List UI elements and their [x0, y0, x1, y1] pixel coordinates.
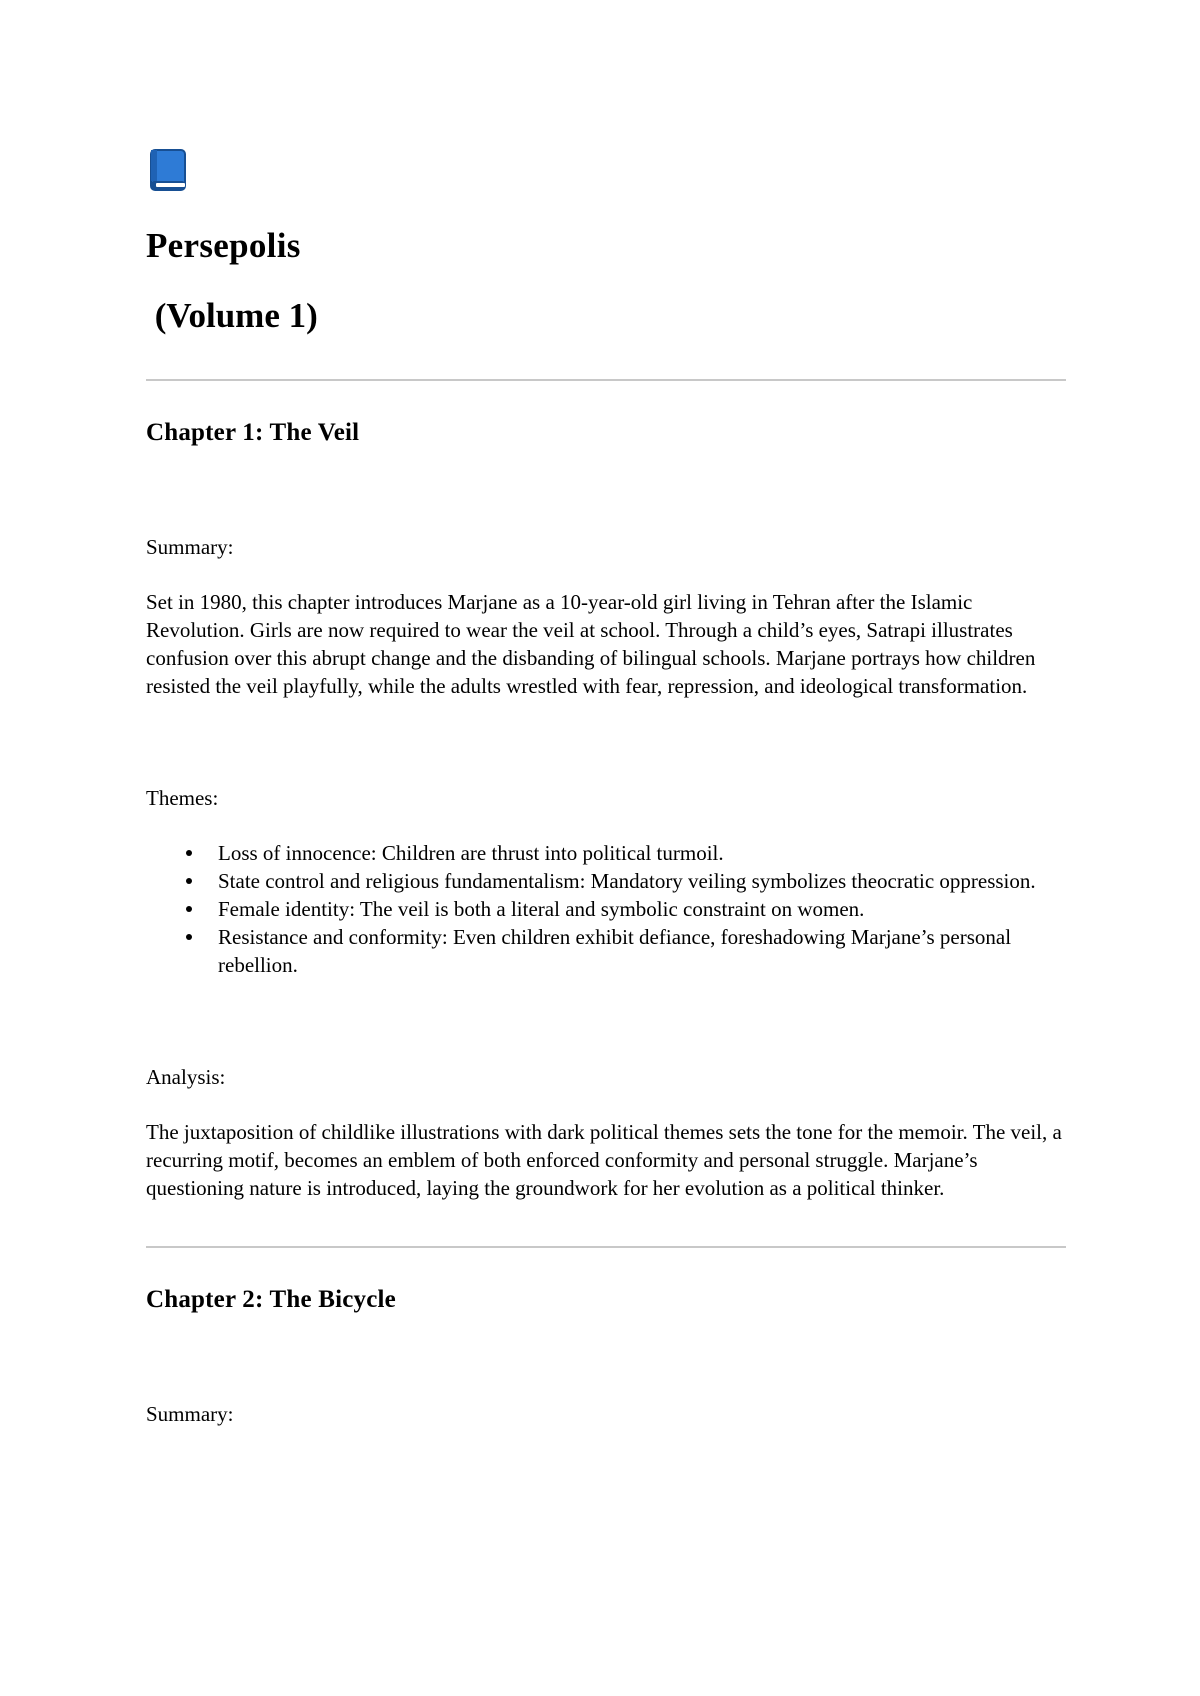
chapter-1-themes-label: Themes: — [146, 786, 219, 810]
theme-text: Female identity: The veil is both a literal and symbolic constraint on women. — [218, 897, 865, 921]
chapter-1-analysis-label: Analysis: — [146, 1065, 226, 1089]
theme-list-item — [218, 895, 1066, 923]
chapter-1-heading: Chapter 1: The Veil — [146, 419, 360, 446]
theme-text: Loss of innocence: Children are thrust into political turmoil. — [218, 841, 724, 865]
theme-list-item — [218, 867, 1066, 895]
chapter-1-summary-label: Summary: — [146, 535, 234, 559]
chapter-1-analysis-text: The juxtaposition of childlike illustrations with dark political themes sets the tone for the memoir. The veil, a recurring motif, becomes an emblem of both enforced conformity and personal struggle. Marjane’s questioning nature is introduced, laying the groundwork for her evolution as a political thinker. — [146, 1120, 1062, 1200]
theme-list-item — [218, 923, 1066, 979]
chapter-1-summary-text: Set in 1980, this chapter introduces Marjane as a 10-year-old girl living in Tehran after the Islamic Revolution. Girls are now required to wear the veil at school. Through a child’s eyes, Satrapi illustrates confusion over this abrupt change and the disbanding of bilingual schools. Marjane portrays how children resisted the veil playfully, while the adults wrestled with fear, repression, and ideological transformation. — [146, 590, 1036, 698]
chapter-2-summary-label: Summary: — [146, 1402, 234, 1426]
divider — [146, 379, 1066, 381]
chapter-1-themes-list — [146, 839, 1066, 979]
book-icon — [148, 148, 188, 192]
document-subtitle: (Volume 1) — [146, 296, 318, 335]
divider — [146, 1246, 1066, 1248]
theme-text: State control and religious fundamentalism: Mandatory veiling symbolizes theocratic oppression. — [218, 869, 1036, 893]
bullet-icon — [186, 906, 192, 912]
bullet-icon — [186, 934, 192, 940]
theme-text: Resistance and conformity: Even children exhibit defiance, foreshadowing Marjane’s personal rebellion. — [218, 925, 1012, 977]
chapter-2-heading: Chapter 2: The Bicycle — [146, 1286, 396, 1313]
theme-list-item — [218, 839, 1066, 867]
document-page — [146, 148, 1066, 1428]
bullet-icon — [186, 850, 192, 856]
document-title: Persepolis — [146, 226, 301, 265]
bullet-icon — [186, 878, 192, 884]
